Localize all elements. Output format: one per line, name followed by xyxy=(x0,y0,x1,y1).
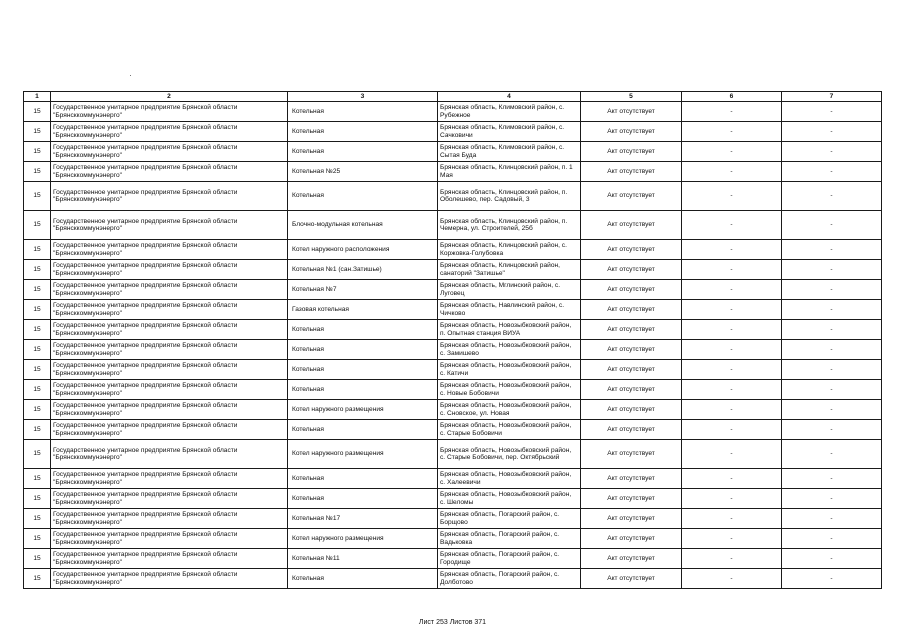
column-6-value: - xyxy=(682,549,782,569)
act-status: Акт отсутствует xyxy=(581,260,682,280)
act-status: Акт отсутствует xyxy=(581,162,682,182)
register-table xyxy=(23,91,882,589)
column-6-value: - xyxy=(682,102,782,122)
organization-name: Государственное унитарное предприятие Брянской области "Брянсккоммунэнерго" xyxy=(51,240,288,260)
facility-name: Котельная №25 xyxy=(288,162,438,182)
act-status: Акт отсутствует xyxy=(581,440,682,469)
organization-name: Государственное унитарное предприятие Брянской области "Брянсккоммунэнерго" xyxy=(51,122,288,142)
column-7-value: - xyxy=(782,549,882,569)
header-row xyxy=(24,92,882,102)
organization-name: Государственное унитарное предприятие Брянской области "Брянсккоммунэнерго" xyxy=(51,211,288,240)
organization-name: Государственное унитарное предприятие Брянской области "Брянсккоммунэнерго" xyxy=(51,469,288,489)
row-number: 15 xyxy=(24,211,51,240)
facility-name: Газовая котельная xyxy=(288,300,438,320)
act-status: Акт отсутствует xyxy=(581,549,682,569)
row-number: 15 xyxy=(24,300,51,320)
facility-address: Брянская область, Климовский район, с. Рубежное xyxy=(438,102,581,122)
scan-speck xyxy=(130,75,131,76)
table-row xyxy=(24,340,882,360)
act-status: Акт отсутствует xyxy=(581,420,682,440)
table-row xyxy=(24,142,882,162)
table-row xyxy=(24,509,882,529)
table-row xyxy=(24,182,882,211)
organization-name: Государственное унитарное предприятие Брянской области "Брянсккоммунэнерго" xyxy=(51,300,288,320)
table-row xyxy=(24,489,882,509)
column-header-3: 3 xyxy=(288,92,438,102)
table-row xyxy=(24,320,882,340)
row-number: 15 xyxy=(24,320,51,340)
facility-name: Котельная №11 xyxy=(288,549,438,569)
column-header-1: 1 xyxy=(24,92,51,102)
row-number: 15 xyxy=(24,509,51,529)
row-number: 15 xyxy=(24,380,51,400)
act-status: Акт отсутствует xyxy=(581,182,682,211)
table-row xyxy=(24,400,882,420)
act-status: Акт отсутствует xyxy=(581,320,682,340)
act-status: Акт отсутствует xyxy=(581,360,682,380)
facility-name: Котельная xyxy=(288,569,438,589)
row-number: 15 xyxy=(24,122,51,142)
act-status: Акт отсутствует xyxy=(581,240,682,260)
organization-name: Государственное унитарное предприятие Брянской области "Брянсккоммунэнерго" xyxy=(51,182,288,211)
table-row xyxy=(24,360,882,380)
column-7-value: - xyxy=(782,489,882,509)
facility-name: Котел наружного размещения xyxy=(288,440,438,469)
column-7-value: - xyxy=(782,320,882,340)
facility-address: Брянская область, Новозыбковский район, с. Шеломы xyxy=(438,489,581,509)
facility-address: Брянская область, Мглинский район, с. Луговец xyxy=(438,280,581,300)
column-7-value: - xyxy=(782,569,882,589)
column-7-value: - xyxy=(782,211,882,240)
act-status: Акт отсутствует xyxy=(581,102,682,122)
facility-address: Брянская область, Климовский район, с. Сачковичи xyxy=(438,122,581,142)
organization-name: Государственное унитарное предприятие Брянской области "Брянсккоммунэнерго" xyxy=(51,400,288,420)
column-7-value: - xyxy=(782,260,882,280)
facility-address: Брянская область, Навлинский район, с. Чичково xyxy=(438,300,581,320)
column-6-value: - xyxy=(682,569,782,589)
row-number: 15 xyxy=(24,142,51,162)
column-6-value: - xyxy=(682,182,782,211)
column-7-value: - xyxy=(782,142,882,162)
column-6-value: - xyxy=(682,360,782,380)
row-number: 15 xyxy=(24,340,51,360)
organization-name: Государственное унитарное предприятие Брянской области "Брянсккоммунэнерго" xyxy=(51,260,288,280)
organization-name: Государственное унитарное предприятие Брянской области "Брянсккоммунэнерго" xyxy=(51,340,288,360)
column-6-value: - xyxy=(682,469,782,489)
column-7-value: - xyxy=(782,300,882,320)
column-header-2: 2 xyxy=(51,92,288,102)
table-row xyxy=(24,469,882,489)
row-number: 15 xyxy=(24,162,51,182)
register-body xyxy=(24,102,882,589)
column-6-value: - xyxy=(682,280,782,300)
column-6-value: - xyxy=(682,211,782,240)
facility-name: Котельная №1 (сан.Затишье) xyxy=(288,260,438,280)
column-7-value: - xyxy=(782,240,882,260)
facility-name: Котельная xyxy=(288,102,438,122)
column-7-value: - xyxy=(782,440,882,469)
act-status: Акт отсутствует xyxy=(581,529,682,549)
facility-address: Брянская область, Погарский район, с. Городище xyxy=(438,549,581,569)
table-row xyxy=(24,122,882,142)
table-row xyxy=(24,102,882,122)
organization-name: Государственное унитарное предприятие Брянской области "Брянсккоммунэнерго" xyxy=(51,489,288,509)
column-7-value: - xyxy=(782,182,882,211)
column-6-value: - xyxy=(682,400,782,420)
column-7-value: - xyxy=(782,102,882,122)
organization-name: Государственное унитарное предприятие Брянской области "Брянсккоммунэнерго" xyxy=(51,360,288,380)
facility-address: Брянская область, Клинцовский район, с. Коржовка-Голубовка xyxy=(438,240,581,260)
column-6-value: - xyxy=(682,260,782,280)
column-6-value: - xyxy=(682,300,782,320)
row-number: 15 xyxy=(24,420,51,440)
column-6-value: - xyxy=(682,380,782,400)
table-row xyxy=(24,440,882,469)
row-number: 15 xyxy=(24,529,51,549)
facility-name: Котел наружного расположения xyxy=(288,240,438,260)
column-7-value: - xyxy=(782,420,882,440)
table-row xyxy=(24,380,882,400)
facility-address: Брянская область, Новозыбковский район, п. Опытная станция ВИУА xyxy=(438,320,581,340)
organization-name: Государственное унитарное предприятие Брянской области "Брянсккоммунэнерго" xyxy=(51,102,288,122)
facility-address: Брянская область, Новозыбковский район, с. Сновское, ул. Новая xyxy=(438,400,581,420)
facility-name: Котел наружного размещения xyxy=(288,400,438,420)
act-status: Акт отсутствует xyxy=(581,300,682,320)
column-6-value: - xyxy=(682,240,782,260)
column-header-5: 5 xyxy=(581,92,682,102)
row-number: 15 xyxy=(24,469,51,489)
row-number: 15 xyxy=(24,400,51,420)
facility-address: Брянская область, Клинцовский район, п. Оболешево, пер. Садовый, 3 xyxy=(438,182,581,211)
column-6-value: - xyxy=(682,320,782,340)
facility-name: Котельная xyxy=(288,360,438,380)
facility-name: Котельная №7 xyxy=(288,280,438,300)
row-number: 15 xyxy=(24,102,51,122)
act-status: Акт отсутствует xyxy=(581,211,682,240)
table-row xyxy=(24,211,882,240)
facility-address: Брянская область, Климовский район, с. Сытая Буда xyxy=(438,142,581,162)
act-status: Акт отсутствует xyxy=(581,509,682,529)
organization-name: Государственное унитарное предприятие Брянской области "Брянсккоммунэнерго" xyxy=(51,420,288,440)
table-row xyxy=(24,420,882,440)
facility-address: Брянская область, Новозыбковский район, с. Старые Бобовичи, пер. Октябрьский xyxy=(438,440,581,469)
organization-name: Государственное унитарное предприятие Брянской области "Брянсккоммунэнерго" xyxy=(51,280,288,300)
column-6-value: - xyxy=(682,420,782,440)
act-status: Акт отсутствует xyxy=(581,122,682,142)
facility-address: Брянская область, Клинцовский район, п. 1 Мая xyxy=(438,162,581,182)
table-row xyxy=(24,260,882,280)
table-row xyxy=(24,280,882,300)
act-status: Акт отсутствует xyxy=(581,469,682,489)
facility-name: Котельная xyxy=(288,320,438,340)
organization-name: Государственное унитарное предприятие Брянской области "Брянсккоммунэнерго" xyxy=(51,549,288,569)
column-header-6: 6 xyxy=(682,92,782,102)
register-page xyxy=(23,91,881,589)
facility-address: Брянская область, Новозыбковский район, с. Новые Бобовичи xyxy=(438,380,581,400)
column-7-value: - xyxy=(782,469,882,489)
organization-name: Государственное унитарное предприятие Брянской области "Брянсккоммунэнерго" xyxy=(51,569,288,589)
act-status: Акт отсутствует xyxy=(581,340,682,360)
facility-name: Блочно-модульная котельная xyxy=(288,211,438,240)
organization-name: Государственное унитарное предприятие Брянской области "Брянсккоммунэнерго" xyxy=(51,320,288,340)
row-number: 15 xyxy=(24,569,51,589)
organization-name: Государственное унитарное предприятие Брянской области "Брянсккоммунэнерго" xyxy=(51,509,288,529)
row-number: 15 xyxy=(24,489,51,509)
facility-address: Брянская область, Новозыбковский район, с. Старые Бобовичи xyxy=(438,420,581,440)
table-row xyxy=(24,300,882,320)
facility-address: Брянская область, Погарский район, с. Борщово xyxy=(438,509,581,529)
column-7-value: - xyxy=(782,340,882,360)
column-header-7: 7 xyxy=(782,92,882,102)
row-number: 15 xyxy=(24,182,51,211)
table-row xyxy=(24,240,882,260)
column-6-value: - xyxy=(682,529,782,549)
row-number: 15 xyxy=(24,260,51,280)
facility-address: Брянская область, Погарский район, с. Долботово xyxy=(438,569,581,589)
column-6-value: - xyxy=(682,340,782,360)
row-number: 15 xyxy=(24,360,51,380)
organization-name: Государственное унитарное предприятие Брянской области "Брянсккоммунэнерго" xyxy=(51,440,288,469)
organization-name: Государственное унитарное предприятие Брянской области "Брянсккоммунэнерго" xyxy=(51,529,288,549)
act-status: Акт отсутствует xyxy=(581,280,682,300)
facility-name: Котельная №17 xyxy=(288,509,438,529)
table-row xyxy=(24,529,882,549)
facility-name: Котельная xyxy=(288,380,438,400)
act-status: Акт отсутствует xyxy=(581,142,682,162)
facility-name: Котельная xyxy=(288,122,438,142)
column-7-value: - xyxy=(782,529,882,549)
facility-name: Котельная xyxy=(288,142,438,162)
column-7-value: - xyxy=(782,360,882,380)
column-6-value: - xyxy=(682,122,782,142)
facility-name: Котельная xyxy=(288,420,438,440)
facility-address: Брянская область, Новозыбковский район, с. Замишево xyxy=(438,340,581,360)
column-6-value: - xyxy=(682,142,782,162)
table-row xyxy=(24,569,882,589)
facility-address: Брянская область, Новозыбковский район, с. Халеевичи xyxy=(438,469,581,489)
column-header-4: 4 xyxy=(438,92,581,102)
row-number: 15 xyxy=(24,240,51,260)
organization-name: Государственное унитарное предприятие Брянской области "Брянсккоммунэнерго" xyxy=(51,142,288,162)
row-number: 15 xyxy=(24,549,51,569)
column-6-value: - xyxy=(682,440,782,469)
act-status: Акт отсутствует xyxy=(581,380,682,400)
act-status: Акт отсутствует xyxy=(581,569,682,589)
table-row xyxy=(24,549,882,569)
column-7-value: - xyxy=(782,509,882,529)
column-6-value: - xyxy=(682,509,782,529)
act-status: Акт отсутствует xyxy=(581,400,682,420)
facility-name: Котельная xyxy=(288,182,438,211)
facility-name: Котельная xyxy=(288,469,438,489)
column-6-value: - xyxy=(682,162,782,182)
column-7-value: - xyxy=(782,122,882,142)
facility-address: Брянская область, Клинцовский район, п. Чемерна, ул. Строителей, 25б xyxy=(438,211,581,240)
facility-address: Брянская область, Новозыбковский район, с. Катичи xyxy=(438,360,581,380)
row-number: 15 xyxy=(24,440,51,469)
act-status: Акт отсутствует xyxy=(581,489,682,509)
table-row xyxy=(24,162,882,182)
facility-address: Брянская область, Погарский район, с. Вадьковка xyxy=(438,529,581,549)
facility-name: Котельная xyxy=(288,489,438,509)
facility-name: Котел наружного размещения xyxy=(288,529,438,549)
facility-address: Брянская область, Клинцовский район, санаторий "Затишье" xyxy=(438,260,581,280)
organization-name: Государственное унитарное предприятие Брянской области "Брянсккоммунэнерго" xyxy=(51,162,288,182)
column-7-value: - xyxy=(782,400,882,420)
row-number: 15 xyxy=(24,280,51,300)
column-7-value: - xyxy=(782,380,882,400)
organization-name: Государственное унитарное предприятие Брянской области "Брянсккоммунэнерго" xyxy=(51,380,288,400)
facility-name: Котельная xyxy=(288,340,438,360)
page-counter: Лист 253 Листов 371 xyxy=(418,619,487,626)
column-7-value: - xyxy=(782,162,882,182)
column-7-value: - xyxy=(782,280,882,300)
column-6-value: - xyxy=(682,489,782,509)
